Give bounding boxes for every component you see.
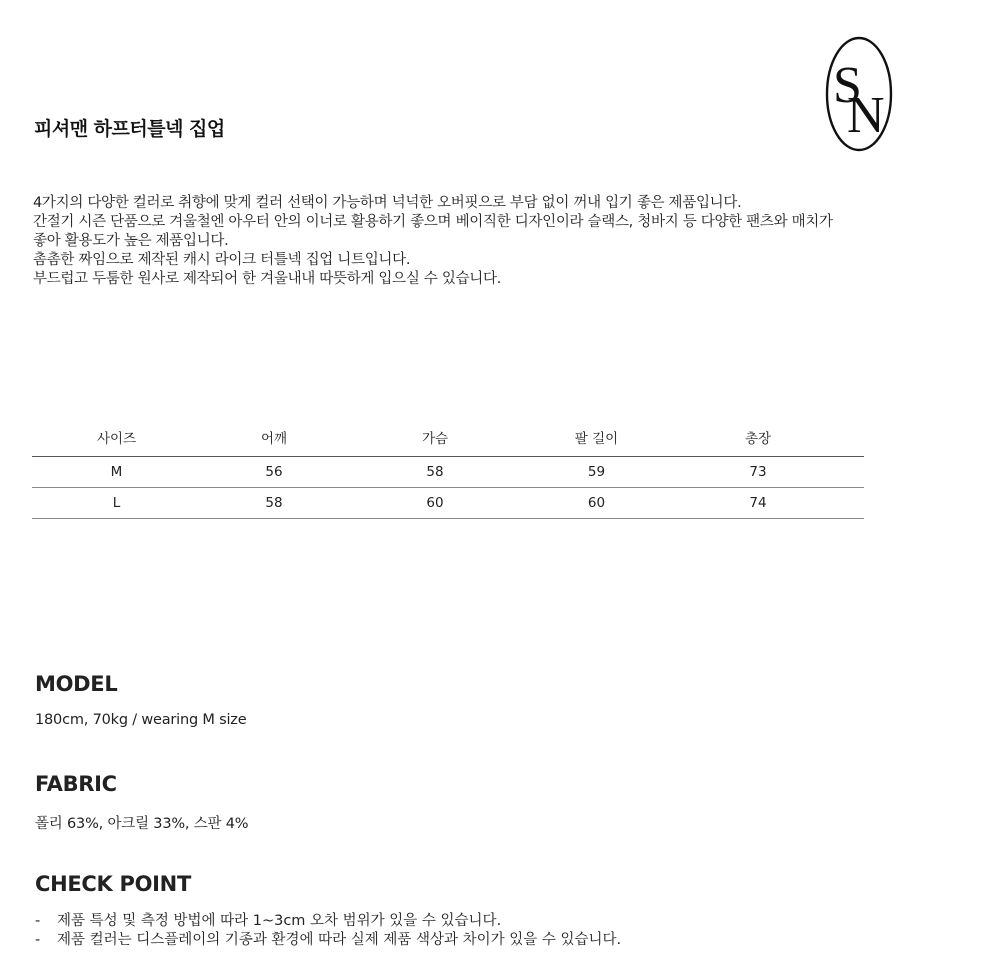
bullet-dash: -	[35, 913, 41, 929]
check-point-list	[35, 912, 621, 950]
bullet-dash: -	[35, 932, 41, 948]
shoulder-cell: 56	[201, 456, 347, 487]
model-heading: MODEL	[35, 672, 118, 696]
size-header-spacer	[846, 419, 864, 456]
logo-letter-s: S	[833, 57, 862, 114]
size-cell: M	[32, 456, 201, 487]
description-line: 촘촘한 짜임으로 제작된 캐시 라이크 터틀넥 집업 니트입니다.	[33, 252, 411, 268]
table-row	[32, 456, 864, 487]
size-cell: L	[32, 487, 201, 518]
shoulder-cell: 58	[201, 487, 347, 518]
size-table-header-row	[32, 419, 864, 456]
size-header-shoulder: 어깨	[201, 419, 347, 456]
sleeve-cell: 60	[523, 487, 670, 518]
model-info: 180cm, 70kg / wearing M size	[35, 712, 247, 728]
spacer-cell	[846, 487, 864, 518]
check-point-text: 제품 컬러는 디스플레이의 기종과 환경에 따라 실제 제품 색상과 차이가 있을 수 있습니다.	[57, 932, 622, 948]
fabric-heading: FABRIC	[35, 772, 117, 796]
description-line: 4가지의 다양한 컬러로 취향에 맞게 컬러 선택이 가능하며 넉넉한 오버핏으로 부담 없이 꺼내 입기 좋은 제품입니다.	[33, 195, 742, 211]
list-item	[35, 931, 621, 950]
brand-logo	[825, 36, 893, 152]
check-point-heading: CHECK POINT	[35, 872, 191, 896]
product-title: 피셔맨 하프터틀넥 집업	[34, 118, 225, 140]
spacer-cell	[846, 456, 864, 487]
size-header-chest: 가슴	[347, 419, 523, 456]
size-table	[32, 419, 864, 519]
check-point-text: 제품 특성 및 측정 방법에 따라 1~3cm 오차 범위가 있을 수 있습니다.	[57, 913, 502, 929]
logo-letter-n: N	[847, 87, 885, 144]
table-row	[32, 487, 864, 518]
chest-cell: 60	[347, 487, 523, 518]
sleeve-cell: 59	[523, 456, 670, 487]
chest-cell: 58	[347, 456, 523, 487]
size-header-sleeve: 팔 길이	[523, 419, 670, 456]
fabric-composition: 폴리 63%, 아크릴 33%, 스판 4%	[35, 816, 249, 832]
description-line: 좋아 활용도가 높은 제품입니다.	[33, 233, 229, 249]
size-header-length: 총장	[670, 419, 846, 456]
length-cell: 73	[670, 456, 846, 487]
description-line: 간절기 시즌 단품으로 겨울철엔 아우터 안의 이너로 활용하기 좋으며 베이직한 디자인이라 슬랙스, 청바지 등 다양한 팬츠와 매치가	[33, 214, 833, 230]
length-cell: 74	[670, 487, 846, 518]
list-item	[35, 912, 621, 931]
size-header-size: 사이즈	[32, 419, 201, 456]
description-line: 부드럽고 두툼한 원사로 제작되어 한 겨울내내 따뜻하게 입으실 수 있습니다.	[33, 271, 502, 287]
product-description	[33, 194, 933, 289]
